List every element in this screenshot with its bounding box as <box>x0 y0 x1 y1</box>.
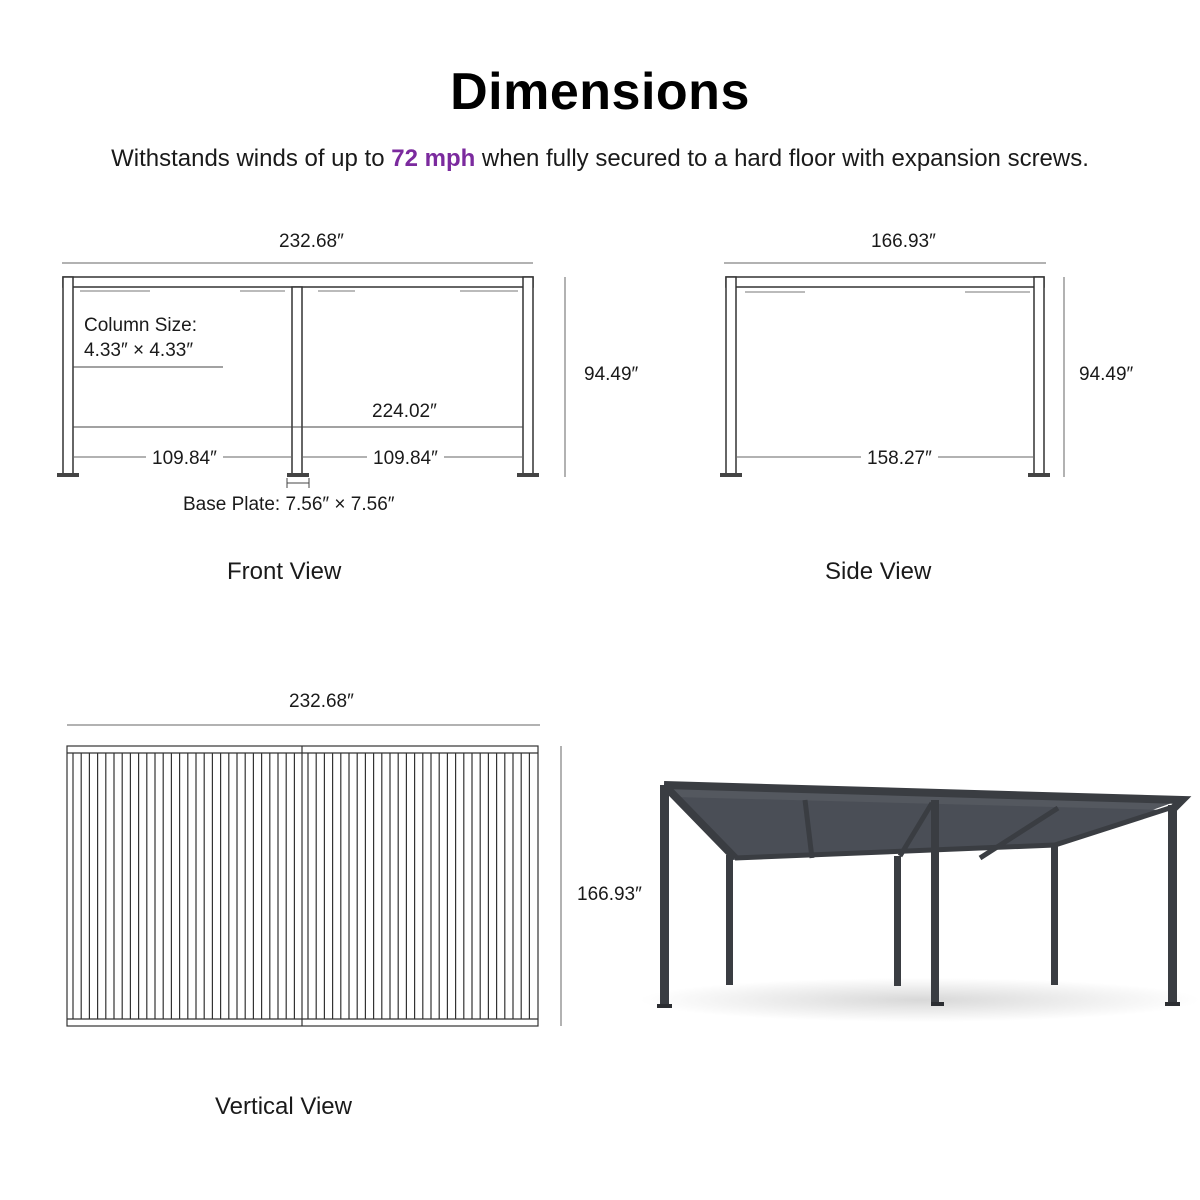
base-plate-label: Base Plate: 7.56″ × 7.56″ <box>177 494 401 516</box>
bay-left-label: 109.84″ <box>146 448 223 470</box>
page-title: Dimensions <box>450 63 750 121</box>
bay-right-label: 109.84″ <box>367 448 444 470</box>
subtitle-before: Withstands winds of up to <box>111 145 392 172</box>
side-view-drawing <box>720 263 1064 477</box>
subtitle-after: when fully secured to a hard floor with expansion screws. <box>475 145 1089 172</box>
side-inner-label: 158.27″ <box>861 448 938 470</box>
beam-length-label: 224.02″ <box>366 401 443 423</box>
vertical-view-drawing <box>67 725 561 1026</box>
column-size-line2: 4.33″ × 4.33″ <box>84 340 194 361</box>
front-view-caption: Front View <box>227 558 342 585</box>
side-height-label: 94.49″ <box>1073 364 1139 386</box>
front-width-label: 232.68″ <box>273 231 350 253</box>
column-size-line1: Column Size: <box>84 315 197 336</box>
vertical-width-label: 232.68″ <box>283 691 360 713</box>
front-height-label: 94.49″ <box>578 364 644 386</box>
column-size-label <box>84 313 197 363</box>
side-view-caption: Side View <box>825 558 932 585</box>
vertical-view-caption: Vertical View <box>215 1093 352 1120</box>
vertical-depth-label: 166.93″ <box>571 884 648 906</box>
wind-speed-highlight: 72 mph <box>391 145 476 172</box>
pergola-render <box>640 785 1200 1022</box>
side-width-label: 166.93″ <box>865 231 942 253</box>
front-view-drawing <box>57 263 565 488</box>
